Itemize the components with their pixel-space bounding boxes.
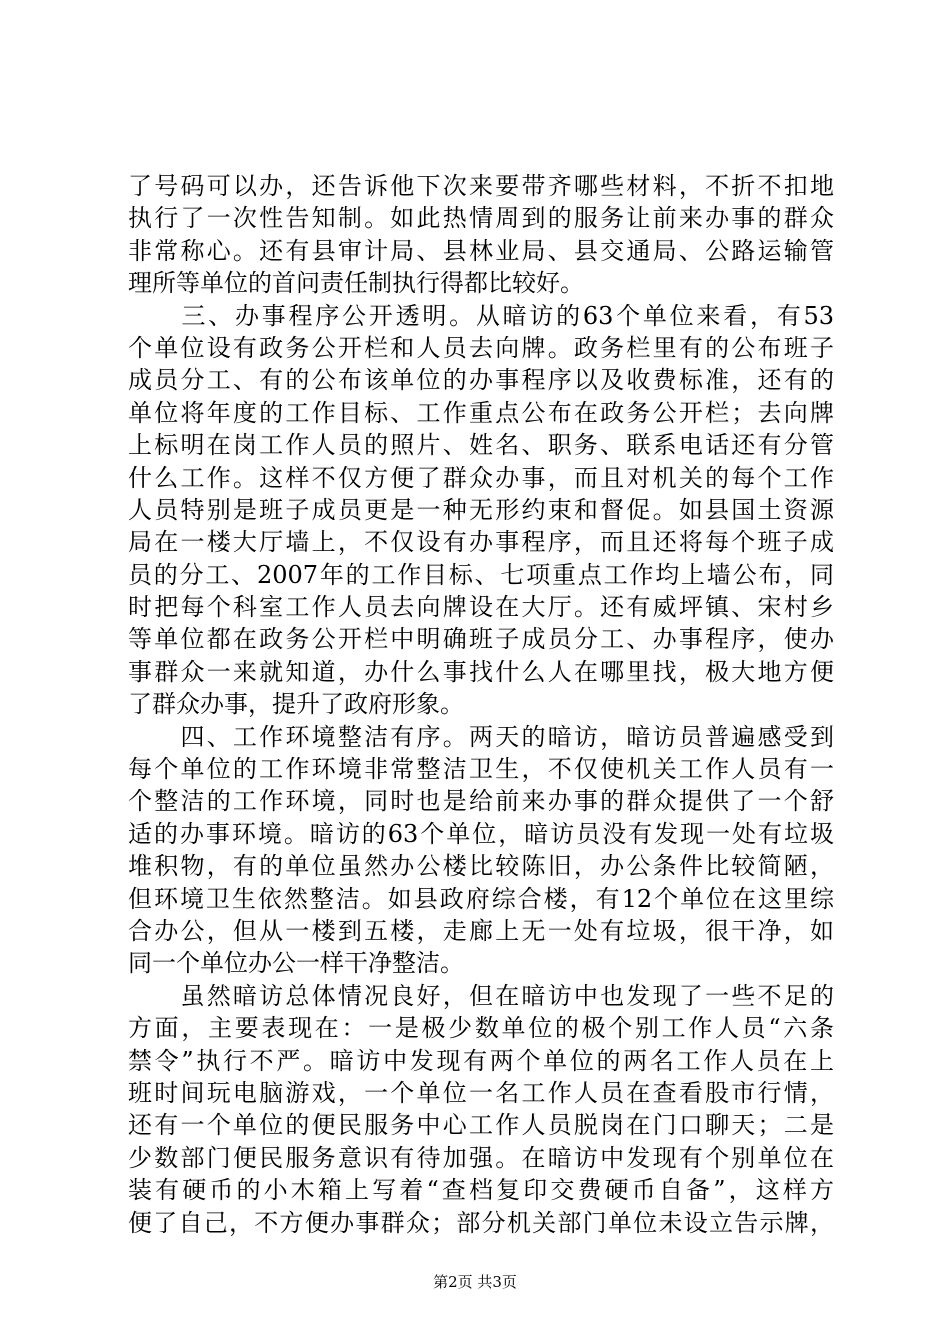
text-line: 三、办事程序公开透明。从暗访的63个单位来看，有53 [128, 301, 834, 330]
text-line: 便了自己，不方便办事群众；部分机关部门单位未设立告示牌， [128, 1208, 834, 1237]
text-line: 个单位设有政务公开栏和人员去向牌。政务栏里有的公布班子 [128, 333, 834, 362]
text-line: 还有一个单位的便民服务中心工作人员脱岗在门口聊天；二是 [128, 1111, 834, 1140]
text-line: 禁令”执行不严。暗访中发现有两个单位的两名工作人员在上 [128, 1046, 834, 1075]
text-line: 局在一楼大厅墙上，不仅设有办事程序，而且还将每个班子成 [128, 528, 834, 557]
text-line: 适的办事环境。暗访的63个单位，暗访员没有发现一处有垃圾 [128, 819, 834, 848]
text-line: 执行了一次性告知制。如此热情周到的服务让前来办事的群众 [128, 204, 834, 233]
text-line: 每个单位的工作环境非常整洁卫生，不仅使机关工作人员有一 [128, 755, 834, 784]
text-line: 什么工作。这样不仅方便了群众办事，而且对机关的每个工作 [128, 463, 834, 492]
text-line: 四、工作环境整洁有序。两天的暗访，暗访员普遍感受到 [128, 722, 834, 751]
text-line: 了号码可以办，还告诉他下次来要带齐哪些材料，不折不扣地 [128, 172, 834, 200]
text-line: 人员特别是班子成员更是一种无形约束和督促。如县国土资源 [128, 495, 834, 524]
text-line: 装有硬币的小木箱上写着“查档复印交费硬币自备”，这样方 [128, 1176, 834, 1205]
text-line: 成员分工、有的公布该单位的办事程序以及收费标准，还有的 [128, 366, 834, 395]
text-line: 堆积物，有的单位虽然办公楼比较陈旧，办公条件比较简陋， [128, 852, 834, 881]
text-line: 合办公，但从一楼到五楼，走廊上无一处有垃圾，很干净，如 [128, 916, 834, 945]
document-body [128, 170, 834, 1239]
text-line: 理所等单位的首问责任制执行得都比较好。 [128, 269, 584, 298]
text-line: 同一个单位办公一样干净整洁。 [128, 949, 464, 978]
text-line: 班时间玩电脑游戏，一个单位一名工作人员在查看股市行情， [128, 1078, 834, 1107]
text-line: 了群众办事，提升了政府形象。 [128, 690, 464, 719]
text-line: 方面，主要表现在：一是极少数单位的极个别工作人员“六条 [128, 1014, 834, 1043]
text-line: 事群众一来就知道，办什么事找什么人在哪里找，极大地方便 [128, 657, 834, 686]
text-line: 但环境卫生依然整洁。如县政府综合楼，有12个单位在这里综 [128, 884, 834, 913]
text-line: 虽然暗访总体情况良好，但在暗访中也发现了一些不足的 [128, 981, 834, 1010]
text-line: 等单位都在政务公开栏中明确班子成员分工、办事程序，使办 [128, 625, 834, 654]
text-line: 个整洁的工作环境，同时也是给前来办事的群众提供了一个舒 [128, 787, 834, 816]
text-line: 上标明在岗工作人员的照片、姓名、职务、联系电话还有分管 [128, 431, 834, 460]
text-line: 非常称心。还有县审计局、县林业局、县交通局、公路运输管 [128, 236, 834, 265]
text-line: 少数部门便民服务意识有待加强。在暗访中发现有个别单位在 [128, 1143, 834, 1172]
page-footer: 第2页 共3页 [433, 1273, 517, 1291]
text-line: 员的分工、2007年的工作目标、七项重点工作均上墙公布，同 [128, 560, 834, 589]
text-line: 单位将年度的工作目标、工作重点公布在政务公开栏；去向牌 [128, 398, 834, 427]
text-line: 时把每个科室工作人员去向牌设在大厅。还有威坪镇、宋村乡 [128, 593, 834, 622]
